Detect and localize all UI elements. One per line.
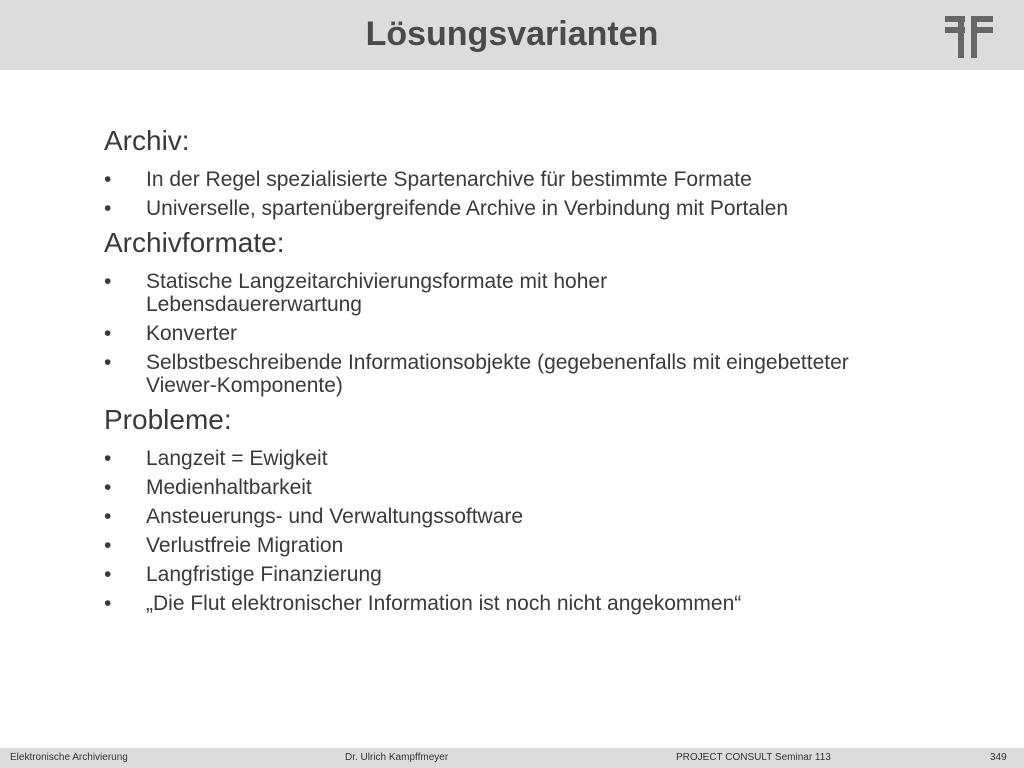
page-number: 349: [990, 752, 1007, 763]
bullet-icon: •: [104, 168, 112, 191]
section-archivformate: [104, 226, 964, 397]
list-item-text: Langzeit = Ewigkeit: [146, 447, 328, 470]
bullet-list: [104, 270, 964, 397]
footer-course: Elektronische Archivierung: [10, 752, 128, 763]
list-item-text: Ansteuerungs- und Verwaltungssoftware: [146, 505, 524, 528]
footer-author: Dr. Ulrich Kampffmeyer: [345, 752, 449, 763]
bullet-icon: •: [104, 505, 112, 528]
list-item: [104, 592, 964, 615]
bullet-icon: •: [104, 563, 112, 586]
section-probleme: [104, 403, 964, 615]
list-item: [104, 505, 964, 528]
bullet-list: [104, 168, 964, 220]
list-item-text: In der Regel spezialisierte Spartenarchive für bestimmte Formate: [146, 168, 752, 191]
list-item: [104, 563, 964, 586]
section-heading: Probleme:: [104, 404, 232, 435]
slide-footer: [0, 748, 1024, 768]
bullet-icon: •: [104, 592, 112, 615]
list-item: [104, 322, 964, 345]
footer-seminar: PROJECT CONSULT Seminar 113: [676, 752, 831, 763]
list-item: [104, 168, 964, 191]
section-archiv: [104, 124, 964, 220]
list-item-text: Universelle, spartenübergreifende Archive in Verbindung mit Portalen: [146, 197, 789, 220]
list-item: [104, 447, 964, 470]
project-consult-logo-icon: [945, 14, 993, 58]
slide-title: Lösungsvarianten: [365, 15, 659, 53]
section-heading: Archivformate:: [104, 227, 285, 258]
slide-header: [0, 0, 1024, 70]
list-item: [104, 351, 866, 397]
bullet-icon: •: [104, 322, 112, 345]
list-item: [104, 534, 964, 557]
bullet-list: [104, 447, 964, 615]
list-item-text: „Die Flut elektronischer Information ist noch nicht angekommen“: [146, 592, 742, 615]
bullet-icon: •: [104, 197, 112, 220]
list-item-text: Medienhaltbarkeit: [146, 476, 312, 499]
list-item-text: Verlustfreie Migration: [146, 534, 344, 557]
list-item: [104, 476, 964, 499]
list-item-text: Langfristige Finanzierung: [146, 563, 382, 586]
list-item: [104, 197, 964, 220]
list-item: [104, 270, 706, 316]
bullet-icon: •: [104, 351, 112, 374]
list-item-text: Selbstbeschreibende Informationsobjekte (gegebenenfalls mit eingebetteter Viewer-Komponente): [146, 351, 849, 397]
section-heading: Archiv:: [104, 125, 190, 156]
bullet-icon: •: [104, 270, 112, 293]
list-item-text: Konverter: [146, 322, 238, 345]
bullet-icon: •: [104, 476, 112, 499]
bullet-icon: •: [104, 447, 112, 470]
bullet-icon: •: [104, 534, 112, 557]
slide-content: [104, 124, 964, 621]
list-item-text: Statische Langzeitarchivierungsformate mit hoher Lebensdauererwartung: [146, 270, 608, 316]
